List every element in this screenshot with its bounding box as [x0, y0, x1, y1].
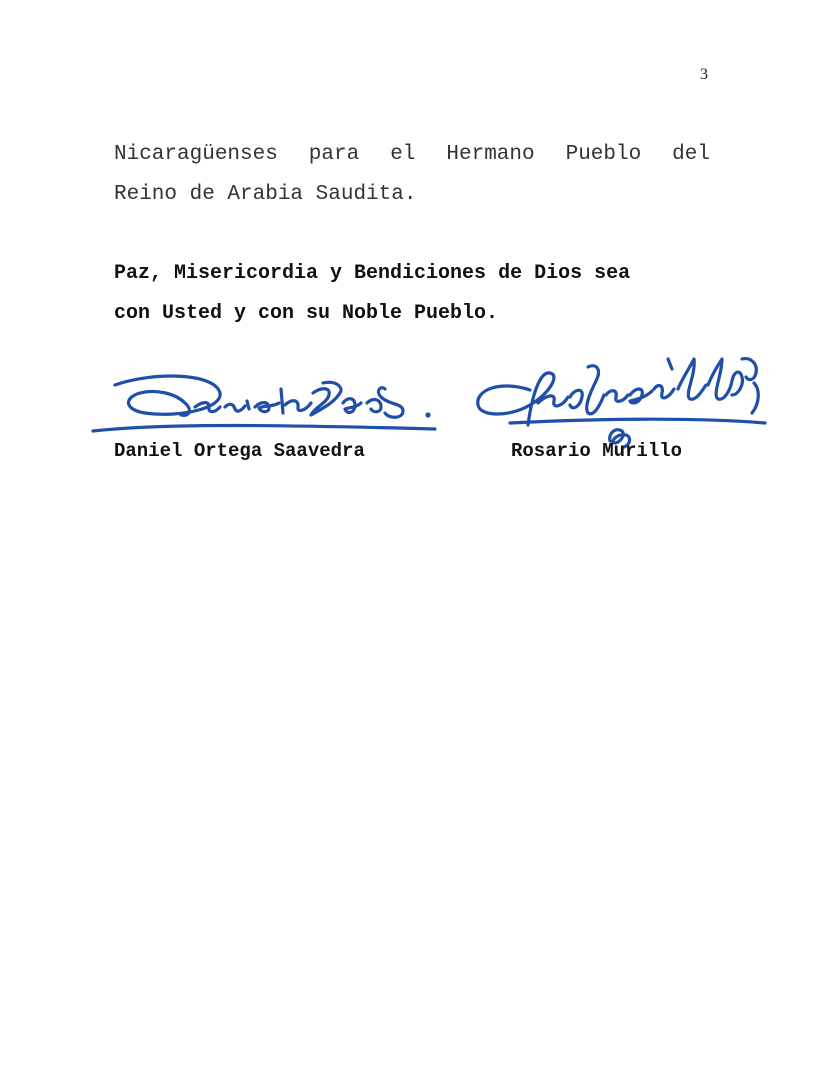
closing-line-1: Paz, Misericordia y Bendiciones de Dios sea	[114, 262, 631, 285]
closing-paragraph	[114, 254, 734, 334]
signature-daniel-ortega-image	[85, 363, 445, 443]
body-line-1: Nicaragüenses para el Hermano Pueblo del	[114, 143, 710, 166]
signature-block	[0, 345, 825, 475]
closing-line-2: con Usted y con su Noble Pueblo.	[114, 302, 499, 325]
signer-name-daniel-ortega: Daniel Ortega Saavedra	[114, 440, 365, 462]
signer-name-rosario-murillo: Rosario Murillo	[511, 440, 683, 462]
page-number: 3	[700, 66, 708, 83]
body-paragraph	[114, 135, 710, 215]
body-line-2: Reino de Arabia Saudita.	[114, 183, 417, 206]
